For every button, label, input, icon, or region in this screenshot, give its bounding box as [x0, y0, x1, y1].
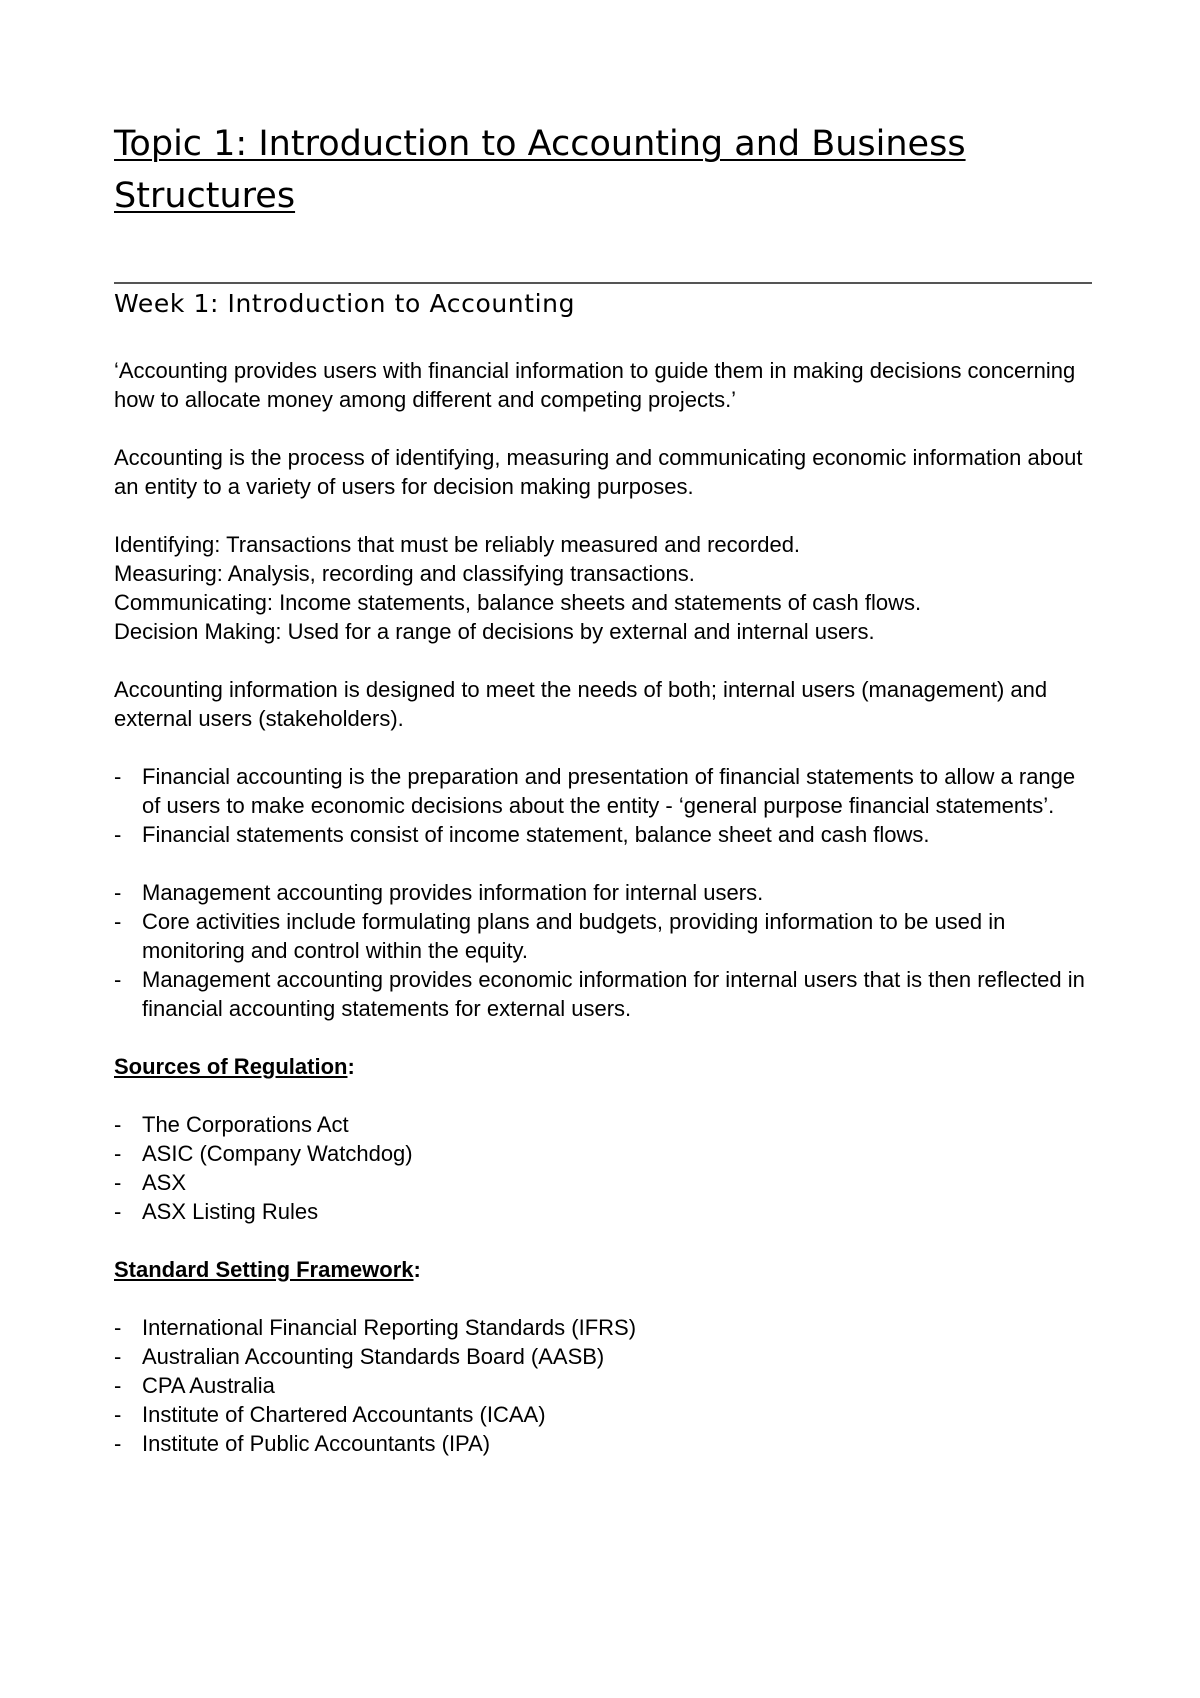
list-item	[114, 1139, 1094, 1168]
list-item	[114, 1197, 1094, 1226]
regulation-heading	[114, 1052, 1094, 1081]
list-item	[114, 1342, 1094, 1371]
list-item	[114, 1168, 1094, 1197]
list-item-text: Australian Accounting Standards Board (AASB)	[142, 1344, 605, 1369]
standards-heading-text: Standard Setting Framework	[114, 1257, 414, 1282]
list-item	[114, 1110, 1094, 1139]
week-heading: Week 1: Introduction to Accounting	[114, 289, 576, 318]
list-item	[114, 820, 1094, 849]
dash-bullet: -	[114, 822, 122, 847]
regulation-heading-colon: :	[347, 1054, 355, 1079]
list-item	[114, 762, 1094, 820]
document-body	[114, 356, 1094, 1487]
process-step-decision-making: Decision Making: Used for a range of decisions by external and internal users.	[114, 619, 875, 644]
process-step-communicating: Communicating: Income statements, balance sheets and statements of cash flows.	[114, 590, 922, 615]
list-item	[114, 907, 1094, 965]
list-item-text: The Corporations Act	[142, 1112, 349, 1137]
list-item	[114, 1371, 1094, 1400]
list-item-text: Financial statements consist of income statement, balance sheet and cash flows.	[142, 822, 930, 847]
list-item	[114, 878, 1094, 907]
list-item-text: Institute of Public Accountants (IPA)	[142, 1431, 491, 1456]
list-item-text: Financial accounting is the preparation and presentation of financial statements to allow a range of users to make economic decisions about the entity - ‘general purpose financial statements’.	[142, 764, 1076, 818]
dash-bullet: -	[114, 1402, 122, 1427]
dash-bullet: -	[114, 764, 122, 789]
quote-paragraph: ‘Accounting provides users with financial information to guide them in making decisions concerning how to allocate money among different and competing projects.’	[114, 358, 1076, 412]
list-item-text: Management accounting provides information for internal users.	[142, 880, 764, 905]
financial-accounting-list	[114, 762, 1094, 849]
list-item-text: Management accounting provides economic information for internal users that is then reflected in financial accounting statements for external users.	[142, 967, 1085, 1021]
process-steps	[114, 530, 1094, 646]
dash-bullet: -	[114, 1373, 122, 1398]
standards-heading-colon: :	[413, 1257, 421, 1282]
list-item	[114, 1313, 1094, 1342]
dash-bullet: -	[114, 1315, 122, 1340]
list-item-text: ASX	[142, 1170, 187, 1195]
list-item-text: Institute of Chartered Accountants (ICAA)	[142, 1402, 546, 1427]
definition-paragraph: Accounting is the process of identifying, measuring and communicating economic information about an entity to a variety of users for decision making purposes.	[114, 445, 1083, 499]
management-accounting-list	[114, 878, 1094, 1023]
standards-list	[114, 1313, 1094, 1458]
dash-bullet: -	[114, 1199, 122, 1224]
dash-bullet: -	[114, 1431, 122, 1456]
regulation-list	[114, 1110, 1094, 1226]
dash-bullet: -	[114, 1170, 122, 1195]
list-item-text: ASIC (Company Watchdog)	[142, 1141, 413, 1166]
standards-heading	[114, 1255, 1094, 1284]
dash-bullet: -	[114, 1112, 122, 1137]
dash-bullet: -	[114, 880, 122, 905]
list-item-text: CPA Australia	[142, 1373, 275, 1398]
list-item	[114, 1400, 1094, 1429]
dash-bullet: -	[114, 909, 122, 934]
dash-bullet: -	[114, 1141, 122, 1166]
regulation-heading-text: Sources of Regulation	[114, 1054, 348, 1079]
list-item-text: International Financial Reporting Standards (IFRS)	[142, 1315, 637, 1340]
process-step-measuring: Measuring: Analysis, recording and classifying transactions.	[114, 561, 695, 586]
document-title: Topic 1: Introduction to Accounting and Business Structures	[114, 124, 966, 216]
list-item	[114, 1429, 1094, 1458]
list-item-text: ASX Listing Rules	[142, 1199, 319, 1224]
dash-bullet: -	[114, 1344, 122, 1369]
list-item-text: Core activities include formulating plans and budgets, providing information to be used in monitoring and control within the equity.	[142, 909, 1006, 963]
dash-bullet: -	[114, 967, 122, 992]
users-paragraph: Accounting information is designed to meet the needs of both; internal users (management) and external users (stakeholders).	[114, 677, 1048, 731]
process-step-identifying: Identifying: Transactions that must be reliably measured and recorded.	[114, 532, 801, 557]
list-item	[114, 965, 1094, 1023]
